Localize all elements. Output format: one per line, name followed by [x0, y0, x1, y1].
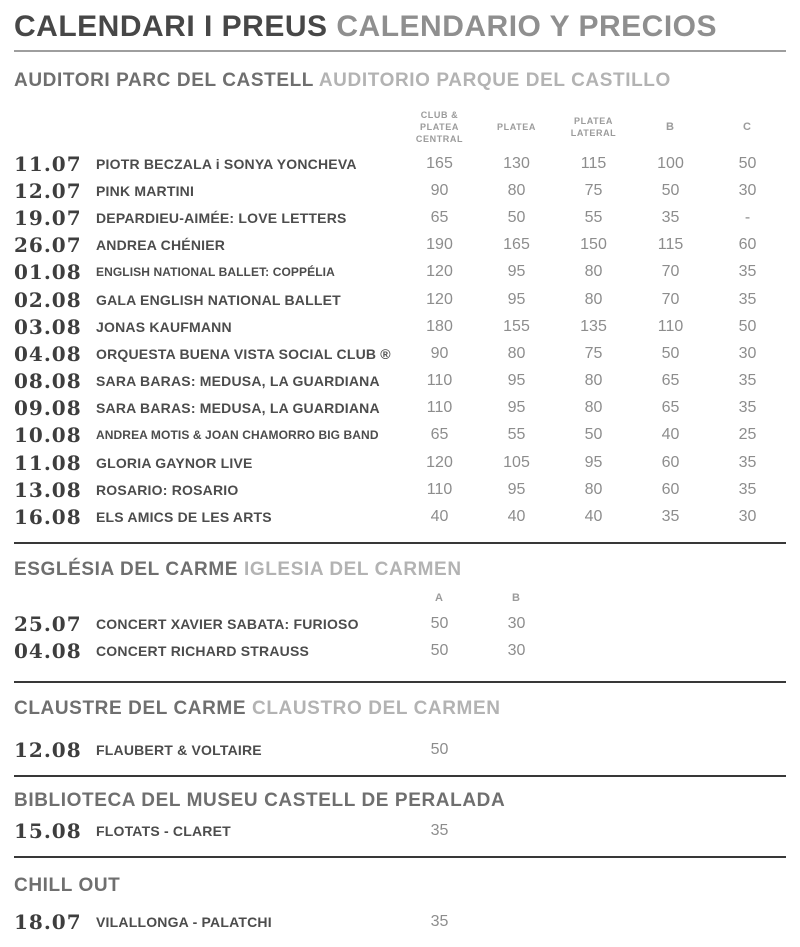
price-cell: 55 — [584, 208, 603, 226]
price-cell: 50 — [738, 154, 757, 172]
event-name: VILALLONGA - PALATCHI — [96, 913, 272, 930]
column-header-club-platea-central: CLUB & PLATEA CENTRAL — [415, 109, 464, 145]
event-row — [14, 449, 786, 476]
event-name: FLAUBERT & VOLTAIRE — [96, 741, 262, 758]
price-cell: 105 — [503, 453, 530, 471]
price-cell: 115 — [657, 236, 684, 254]
price-cell: 120 — [426, 453, 453, 471]
event-date: 10.08 — [14, 423, 82, 448]
price-cell: 65 — [661, 399, 680, 417]
event-row — [14, 908, 786, 935]
event-name: GLORIA GAYNOR LIVE — [96, 454, 253, 471]
event-row — [14, 476, 786, 503]
event-row — [14, 736, 786, 763]
price-cell: 110 — [426, 480, 453, 498]
price-cell: 30 — [507, 615, 526, 633]
event-date: 25.07 — [14, 612, 82, 637]
event-row — [14, 150, 786, 177]
price-cell: 50 — [661, 344, 680, 362]
price-cell: 70 — [661, 290, 680, 308]
section-heading — [14, 874, 786, 897]
price-cell: 35 — [738, 480, 757, 498]
event-row — [14, 638, 786, 665]
section-heading — [14, 789, 786, 812]
section-esglesia-del-carme — [14, 544, 786, 681]
event-row — [14, 611, 786, 638]
price-cell: 55 — [507, 426, 526, 444]
event-row — [14, 313, 786, 340]
price-cell: 115 — [580, 154, 607, 172]
price-cell: 50 — [584, 426, 603, 444]
event-date: 13.08 — [14, 477, 82, 502]
price-column-headers — [14, 104, 786, 150]
event-name: ORQUESTA BUENA VISTA SOCIAL CLUB ® — [96, 345, 391, 362]
price-cell: 35 — [738, 372, 757, 390]
price-cell: 35 — [430, 821, 449, 839]
event-name: CONCERT RICHARD STRAUSS — [96, 643, 310, 660]
price-cell: 90 — [430, 344, 449, 362]
price-cell: 50 — [661, 181, 680, 199]
page-title — [14, 10, 786, 44]
price-cell: 35 — [738, 399, 757, 417]
section-title-spanish: AUDITORIO PARQUE DEL CASTILLO — [318, 70, 671, 91]
section-body — [14, 817, 786, 856]
price-cell: 75 — [584, 181, 603, 199]
event-date: 08.08 — [14, 369, 82, 394]
event-name: SARA BARAS: MEDUSA, LA GUARDIANA — [96, 373, 380, 390]
event-name: ENGLISH NATIONAL BALLET: COPPÉLIA — [96, 265, 335, 280]
price-cell: 65 — [430, 426, 449, 444]
event-row — [14, 422, 786, 449]
price-cell: 180 — [426, 317, 453, 335]
event-date: 19.07 — [14, 205, 82, 230]
event-date: 18.07 — [14, 909, 82, 934]
section-title-catalan: BIBLIOTECA DEL MUSEU CASTELL DE PERALADA — [14, 790, 506, 812]
section-chill-out — [14, 858, 786, 935]
event-name: DEPARDIEU-AIMÉE: LOVE LETTERS — [96, 209, 347, 226]
price-cell: 60 — [661, 453, 680, 471]
event-name: FLOTATS - CLARET — [96, 822, 231, 839]
price-cell: 30 — [738, 508, 757, 526]
price-cell: 110 — [657, 317, 684, 335]
event-row — [14, 368, 786, 395]
title-divider — [14, 50, 786, 52]
event-name: PIOTR BECZALA i SONYA YONCHEVA — [96, 155, 357, 172]
section-heading — [14, 558, 786, 581]
event-date: 04.08 — [14, 341, 82, 366]
price-cell: 100 — [657, 154, 684, 172]
section-heading — [14, 69, 786, 92]
event-date: 12.07 — [14, 178, 82, 203]
column-header-a: A — [435, 592, 444, 605]
event-name: ANDREA CHÉNIER — [96, 237, 226, 254]
price-cell: 95 — [507, 399, 526, 417]
event-date: 04.08 — [14, 639, 82, 664]
column-header-b: B — [666, 120, 675, 133]
event-date: 26.07 — [14, 233, 82, 258]
price-cell: 95 — [507, 290, 526, 308]
price-cell: 30 — [738, 181, 757, 199]
price-cell: 50 — [430, 615, 449, 633]
event-date: 12.08 — [14, 737, 82, 762]
price-cell: 80 — [507, 344, 526, 362]
price-cell: 50 — [507, 208, 526, 226]
event-name: PINK MARTINI — [96, 182, 195, 199]
price-cell: 120 — [426, 290, 453, 308]
event-name: SARA BARAS: MEDUSA, LA GUARDIANA — [96, 400, 380, 417]
price-cell: 50 — [430, 642, 449, 660]
event-name: JONAS KAUFMANN — [96, 318, 232, 335]
section-biblioteca-del-museu — [14, 777, 786, 856]
price-cell: - — [744, 208, 751, 226]
event-date: 11.07 — [14, 151, 82, 176]
column-header-c: C — [743, 120, 752, 133]
price-cell: 35 — [661, 208, 680, 226]
column-header-platea: PLATEA — [497, 121, 536, 132]
price-cell: 30 — [738, 344, 757, 362]
section-claustre-del-carme — [14, 683, 786, 775]
event-date: 01.08 — [14, 260, 82, 285]
price-cell: 35 — [661, 508, 680, 526]
event-date: 09.08 — [14, 396, 82, 421]
price-cell: 165 — [426, 154, 453, 172]
price-cell: 110 — [426, 399, 453, 417]
price-cell: 80 — [584, 290, 603, 308]
event-row — [14, 395, 786, 422]
section-title-catalan: CHILL OUT — [14, 875, 121, 897]
price-cell: 120 — [426, 263, 453, 281]
price-cell: 80 — [584, 480, 603, 498]
event-row — [14, 177, 786, 204]
price-cell: 95 — [584, 453, 603, 471]
price-cell: 65 — [661, 372, 680, 390]
price-cell: 60 — [661, 480, 680, 498]
price-cell: 190 — [426, 236, 453, 254]
price-cell: 135 — [580, 317, 607, 335]
price-cell: 35 — [738, 453, 757, 471]
event-name: GALA ENGLISH NATIONAL BALLET — [96, 291, 341, 308]
column-header-platea-lateral: PLATEA LATERAL — [570, 115, 617, 138]
section-title-spanish: IGLESIA DEL CARMEN — [243, 558, 462, 580]
event-name: ANDREA MOTIS & JOAN CHAMORRO BIG BAND — [96, 428, 379, 443]
price-cell: 155 — [503, 317, 530, 335]
event-date: 11.08 — [14, 450, 82, 475]
price-cell: 95 — [507, 480, 526, 498]
price-cell: 35 — [430, 912, 449, 930]
event-date: 15.08 — [14, 818, 82, 843]
price-cell: 90 — [430, 181, 449, 199]
event-row — [14, 204, 786, 231]
price-cell: 35 — [738, 290, 757, 308]
price-cell: 165 — [503, 236, 530, 254]
section-heading — [14, 697, 786, 720]
page-title-spanish: CALENDARIO Y PRECIOS — [336, 10, 717, 43]
price-cell: 35 — [738, 263, 757, 281]
section-body — [14, 104, 786, 542]
section-title-catalan: ESGLÉSIA DEL CARME — [14, 558, 239, 580]
section-title-catalan: AUDITORI PARC DEL CASTELL — [14, 70, 314, 91]
price-cell: 25 — [738, 426, 757, 444]
event-name: ROSARIO: ROSARIO — [96, 481, 239, 498]
price-cell: 50 — [430, 740, 449, 758]
event-row — [14, 503, 786, 530]
price-cell: 70 — [661, 263, 680, 281]
event-name: CONCERT XAVIER SABATA: FURIOSO — [96, 616, 359, 633]
section-title-catalan: CLAUSTRE DEL CARME — [14, 698, 247, 719]
column-header-b: B — [512, 592, 521, 605]
price-cell: 150 — [580, 236, 607, 254]
page-title-catalan: CALENDARI I PREUS — [14, 10, 328, 43]
price-cell: 40 — [430, 508, 449, 526]
price-cell: 40 — [507, 508, 526, 526]
price-cell: 40 — [584, 508, 603, 526]
event-date: 16.08 — [14, 505, 82, 530]
price-cell: 50 — [738, 317, 757, 335]
price-cell: 130 — [503, 154, 530, 172]
price-cell: 80 — [584, 399, 603, 417]
price-cell: 75 — [584, 344, 603, 362]
event-name: ELS AMICS DE LES ARTS — [96, 509, 272, 526]
event-row — [14, 340, 786, 367]
price-cell: 30 — [507, 642, 526, 660]
price-cell: 80 — [584, 372, 603, 390]
section-auditori-parc-del-castell — [14, 69, 786, 542]
price-cell: 40 — [661, 426, 680, 444]
event-row — [14, 259, 786, 286]
section-body — [14, 587, 786, 681]
event-row — [14, 286, 786, 313]
event-date: 02.08 — [14, 287, 82, 312]
price-cell: 95 — [507, 263, 526, 281]
section-body — [14, 908, 786, 935]
price-cell: 110 — [426, 372, 453, 390]
price-cell: 65 — [430, 208, 449, 226]
event-row — [14, 817, 786, 844]
section-title-spanish: CLAUSTRO DEL CARMEN — [252, 698, 501, 719]
price-column-headers — [14, 587, 786, 611]
price-cell: 80 — [584, 263, 603, 281]
price-cell: 80 — [507, 181, 526, 199]
section-body — [14, 736, 786, 775]
price-cell: 60 — [738, 236, 757, 254]
event-row — [14, 232, 786, 259]
price-cell: 95 — [507, 372, 526, 390]
event-date: 03.08 — [14, 314, 82, 339]
